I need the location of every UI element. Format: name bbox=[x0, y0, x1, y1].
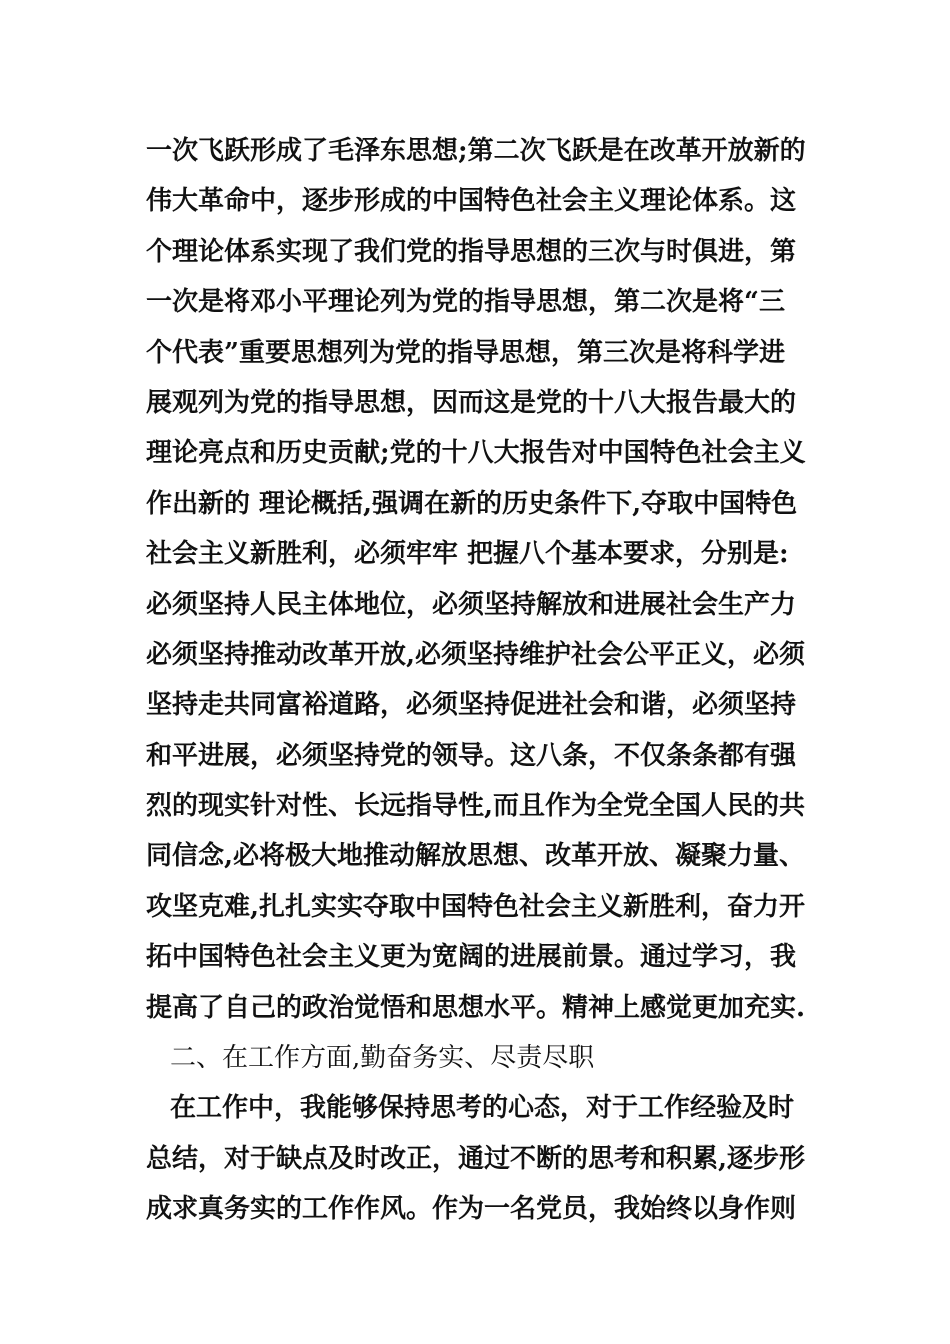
text-line: 一次是将邓小平理论列为党的指导思想，第二次是将“三 bbox=[146, 287, 785, 318]
text-line: 作出新的 理论概括,强调在新的历史条件下,夺取中国特色 bbox=[146, 488, 798, 519]
text-line: 一次飞跃形成了毛泽东思想;第二次飞跃是在改革开放新的 bbox=[146, 136, 806, 166]
text-line: 烈的现实针对性、长远指导性,而且作为全党全国人民的共 bbox=[146, 791, 806, 822]
text-line: 提高了自己的政治觉悟和思想水平。精神上感觉更加充实. bbox=[146, 992, 806, 1023]
text-line: 社会主义新胜利，必须牢牢 把握八个基本要求，分别是: bbox=[146, 539, 789, 570]
document-body bbox=[146, 126, 826, 1235]
text-line: 拓中国特色社会主义更为宽阔的进展前景。通过学习，我 bbox=[146, 942, 797, 973]
text-line: 伟大革命中，逐步形成的中国特色社会主义理论体系。这 bbox=[146, 186, 797, 217]
text-line: 和平进展，必须坚持党的领导。这八条，不仅条条都有强 bbox=[146, 740, 797, 771]
text-line: 理论亮点和历史贡献;党的十八大报告对中国特色社会主义 bbox=[146, 438, 806, 469]
text-line: 个代表”重要思想列为党的指导思想，第三次是将科学进 bbox=[146, 337, 785, 368]
text-line: 攻坚克难,扎扎实实夺取中国特色社会主义新胜利，奋力开 bbox=[146, 891, 806, 922]
text-line: 在工作中，我能够保持思考的心态，对于工作经验及时 bbox=[170, 1093, 795, 1124]
text-line: 个理论体系实现了我们党的指导思想的三次与时俱进，第 bbox=[146, 236, 797, 267]
text-line: 成求真务实的工作作风。作为一名党员，我始终以身作则 bbox=[146, 1194, 797, 1225]
text-line: 同信念,必将极大地推动解放思想、改革开放、凝聚力量、 bbox=[146, 841, 806, 872]
text-line: 必须坚持推动改革开放,必须坚持维护社会公平正义，必须 bbox=[146, 639, 806, 670]
text-line: 坚持走共同富裕道路，必须坚持促进社会和谐，必须坚持 bbox=[146, 690, 797, 721]
text-line: 展观列为党的指导思想，因而这是党的十八大报告最大的 bbox=[146, 387, 797, 418]
section-heading: 二、在工作方面,勤奋务实、尽责尽职 bbox=[170, 1043, 595, 1074]
text-line: 总结，对于缺点及时改正，通过不断的思考和积累,逐步形 bbox=[146, 1143, 806, 1174]
text-line: 必须坚持人民主体地位，必须坚持解放和进展社会生产力 bbox=[146, 589, 797, 620]
